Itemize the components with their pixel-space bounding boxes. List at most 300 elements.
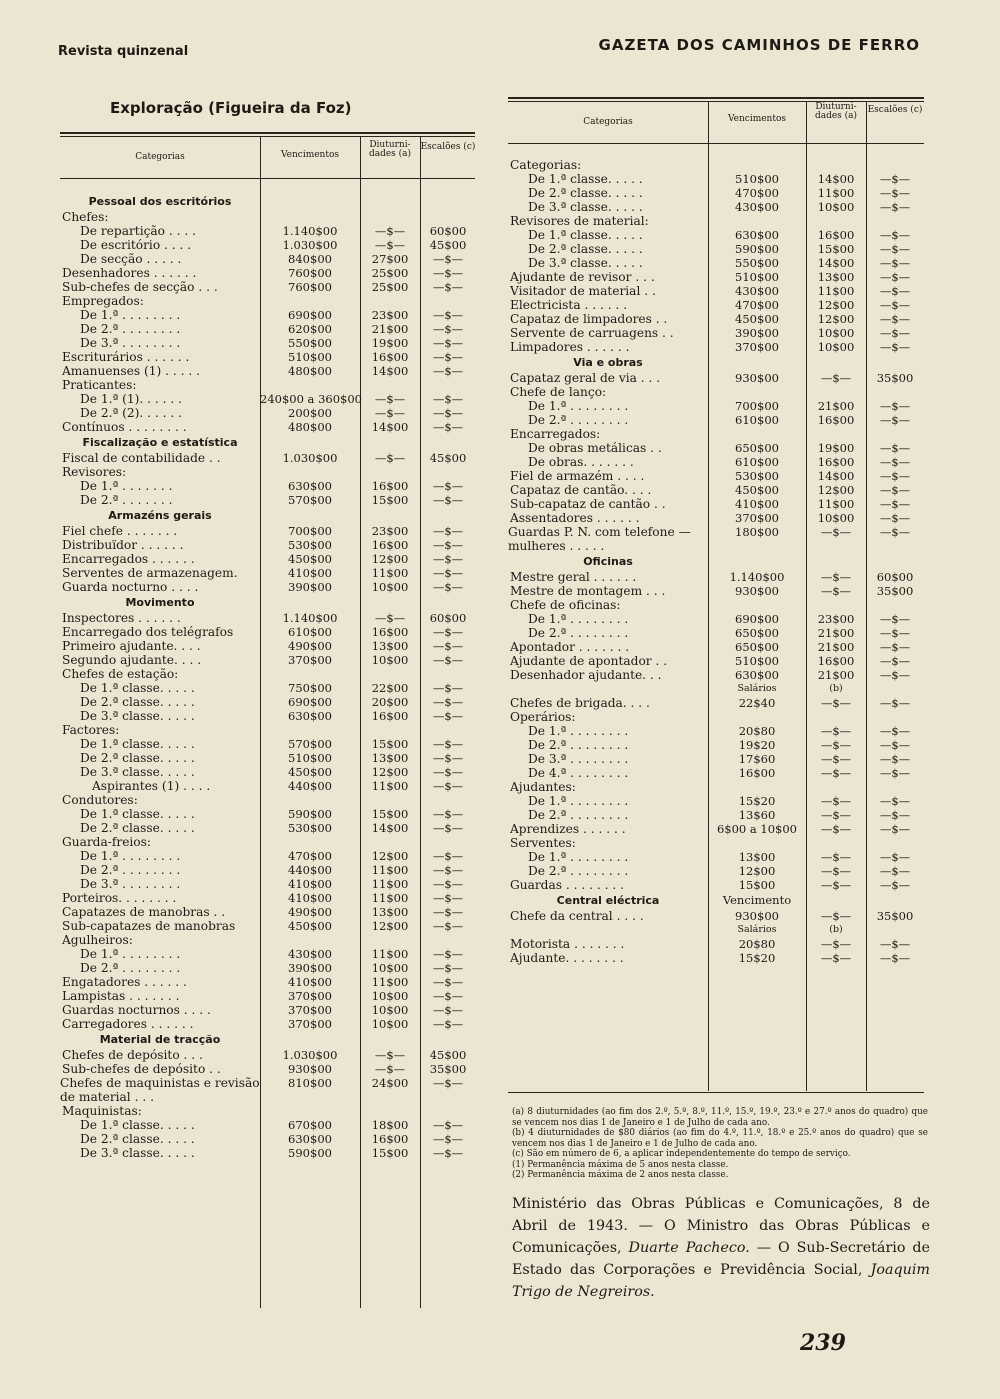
salary-cell: 20$80 xyxy=(738,937,776,951)
diuturnidade-cell: —$— xyxy=(820,878,852,892)
category-label: De 2.ª . . . . . . . . xyxy=(80,961,181,975)
category-label: Via e obras xyxy=(573,356,643,369)
section-heading-row xyxy=(508,354,924,371)
category-label: Encarregado dos telégrafos xyxy=(62,625,234,639)
category-label: De escritório . . . . xyxy=(80,238,192,252)
table-row xyxy=(60,695,475,709)
escalao-cell: —$— xyxy=(432,849,464,863)
escalao-cell: —$— xyxy=(879,312,911,326)
table-row xyxy=(508,909,924,923)
escalao-cell: —$— xyxy=(432,392,464,406)
salary-cell: 1.140$00 xyxy=(282,611,338,625)
category-label: Servente de carruagens . . xyxy=(510,326,674,340)
category-label: De 1.ª (1). . . . . . xyxy=(80,392,183,406)
category-label: De 2.ª . . . . . . . . xyxy=(528,808,629,822)
escalao-cell: —$— xyxy=(432,1017,464,1031)
table-row xyxy=(508,413,924,427)
salary-cell: 570$00 xyxy=(288,737,332,751)
footnote-a: (a) 8 diuturnidades (ao fim dos 2.º, 5.º, 8.º, 11.º, 15.º, 19.º, 23.º e 27.º anos do quadro) que se vencem nos dias 1 de Janeiro e 1 de Julho de cada ano. xyxy=(512,1107,928,1128)
escalao-cell: —$— xyxy=(879,626,911,640)
salary-cell: 470$00 xyxy=(288,849,332,863)
table-row xyxy=(508,822,924,836)
escalao-cell: —$— xyxy=(879,441,911,455)
category-label: Segundo ajudante. . . . xyxy=(62,653,202,667)
category-label: De 1.ª classe. . . . . xyxy=(80,807,195,821)
salary-cell: 510$00 xyxy=(288,350,332,364)
category-label: De 1.ª . . . . . . . . xyxy=(528,399,629,413)
table-row xyxy=(60,751,475,765)
category-label: De 2.ª classe. . . . . xyxy=(80,821,195,835)
diuturnidade-cell: 14$00 xyxy=(371,420,409,434)
salary-cell: 510$00 xyxy=(288,751,332,765)
table-row xyxy=(60,524,475,538)
category-label: Armazéns gerais xyxy=(108,509,212,522)
diuturnidade-cell: —$— xyxy=(374,238,406,252)
salary-cell: 510$00 xyxy=(735,172,779,186)
salary-cell: 390$00 xyxy=(735,326,779,340)
table-row xyxy=(508,483,924,497)
table-row xyxy=(60,1048,475,1062)
decree-signature-paragraph xyxy=(512,1193,930,1303)
escalao-cell: —$— xyxy=(879,469,911,483)
salary-cell: 530$00 xyxy=(735,469,779,483)
category-label: Movimento xyxy=(125,596,195,609)
escalao-cell: —$— xyxy=(879,878,911,892)
category-label: Distribuïdor . . . . . . xyxy=(62,538,184,552)
escalao-cell: —$— xyxy=(879,242,911,256)
escalao-cell: 45$00 xyxy=(429,1048,467,1062)
escalao-cell: —$— xyxy=(432,566,464,580)
salary-cell: 200$00 xyxy=(288,406,332,420)
table-row xyxy=(508,469,924,483)
category-label: Ajudante de revisor . . . xyxy=(510,270,655,284)
escalao-cell: —$— xyxy=(879,951,911,965)
diuturnidade-cell: 10$00 xyxy=(817,511,855,525)
escalao-cell: 45$00 xyxy=(429,238,467,252)
diuturnidade-cell: 10$00 xyxy=(817,326,855,340)
escalao-cell: —$— xyxy=(879,326,911,340)
table-row xyxy=(60,1062,475,1076)
salary-cell: 930$00 xyxy=(735,909,779,923)
table-row xyxy=(60,1003,475,1017)
table-row xyxy=(60,947,475,961)
salary-cell: 430$00 xyxy=(735,200,779,214)
category-label: De 1.ª . . . . . . . . xyxy=(80,308,181,322)
escalao-cell: —$— xyxy=(432,807,464,821)
escalao-cell: —$— xyxy=(879,937,911,951)
escalao-cell: —$— xyxy=(432,625,464,639)
diuturnidade-cell: 16$00 xyxy=(817,455,855,469)
table-row xyxy=(60,653,475,667)
table-row xyxy=(60,681,475,695)
salary-cell: 410$00 xyxy=(288,975,332,989)
salary-cell: 590$00 xyxy=(288,1146,332,1160)
table-row xyxy=(60,322,475,336)
salary-cell: 15$20 xyxy=(738,951,776,965)
escalao-cell: —$— xyxy=(879,228,911,242)
table-row xyxy=(60,294,475,308)
table-row xyxy=(508,256,924,270)
diuturnidade-cell: 16$00 xyxy=(371,1132,409,1146)
salary-cell: 670$00 xyxy=(288,1118,332,1132)
category-label: De 2.ª . . . . . . . xyxy=(80,493,173,507)
escalao-cell: —$— xyxy=(879,455,911,469)
category-label: Operários: xyxy=(510,710,576,724)
category-label: De 1.ª classe. . . . . xyxy=(528,172,643,186)
salary-cell: 390$00 xyxy=(288,961,332,975)
salary-cell: 550$00 xyxy=(735,256,779,270)
escalao-cell: —$— xyxy=(432,580,464,594)
diuturnidade-cell: —$— xyxy=(820,864,852,878)
category-label: Escriturários . . . . . . xyxy=(62,350,190,364)
journal-title: GAZETA DOS CAMINHOS DE FERRO xyxy=(598,36,920,54)
table-row xyxy=(60,765,475,779)
category-label: De 3.ª classe. . . . . xyxy=(80,765,195,779)
category-label: Guarda nocturno . . . . xyxy=(62,580,199,594)
salary-cell: 1.030$00 xyxy=(282,1048,338,1062)
salary-cell: 20$80 xyxy=(738,724,776,738)
category-label: Praticantes: xyxy=(62,378,137,392)
salary-cell: 610$00 xyxy=(288,625,332,639)
category-label: Desenhadores . . . . . . xyxy=(62,266,197,280)
escalao-cell: —$— xyxy=(432,364,464,378)
category-label: Porteiros. . . . . . . . xyxy=(62,891,177,905)
salary-cell: 530$00 xyxy=(288,538,332,552)
salary-cell: 570$00 xyxy=(288,493,332,507)
table-row xyxy=(60,933,475,947)
table-row xyxy=(60,350,475,364)
header-categorias-left: Categorias xyxy=(135,152,185,162)
table-row xyxy=(508,752,924,766)
salary-cell: 450$00 xyxy=(288,919,332,933)
table-row xyxy=(60,919,475,933)
diuturnidade-cell: 15$00 xyxy=(371,1146,409,1160)
escalao-cell: —$— xyxy=(879,612,911,626)
escalao-cell: —$— xyxy=(879,340,911,354)
salary-cell: 930$00 xyxy=(735,584,779,598)
table-row xyxy=(508,612,924,626)
table-row xyxy=(60,975,475,989)
category-label: Capataz de cantão. . . . xyxy=(510,483,652,497)
escalao-cell: —$— xyxy=(879,794,911,808)
escalao-cell: —$— xyxy=(432,639,464,653)
escalao-cell: —$— xyxy=(879,525,911,539)
escalao-cell: —$— xyxy=(432,779,464,793)
diuturnidade-cell: —$— xyxy=(820,738,852,752)
salary-cell: 450$00 xyxy=(735,483,779,497)
salary-cell: 430$00 xyxy=(288,947,332,961)
table-row xyxy=(508,682,924,696)
escalao-cell: —$— xyxy=(432,1118,464,1132)
category-label: De 1.ª . . . . . . . . xyxy=(528,612,629,626)
table-row xyxy=(60,989,475,1003)
diuturnidade-cell: 21$00 xyxy=(817,399,855,413)
salary-cell: 760$00 xyxy=(288,266,332,280)
escalao-cell: —$— xyxy=(879,822,911,836)
category-label: Factores: xyxy=(62,723,120,737)
table-row xyxy=(508,794,924,808)
section-heading-row xyxy=(508,553,924,570)
salary-cell: 480$00 xyxy=(288,420,332,434)
diuturnidade-cell: 27$00 xyxy=(371,252,409,266)
diuturnidade-cell: 16$00 xyxy=(371,479,409,493)
salary-cell: Salários xyxy=(737,924,777,935)
table-row xyxy=(508,710,924,724)
escalao-cell: —$— xyxy=(432,252,464,266)
table-row xyxy=(60,1146,475,1160)
category-label: Chefes de brigada. . . . xyxy=(510,696,650,710)
left-salary-table xyxy=(60,193,475,1160)
category-label: Aspirantes (1) . . . . xyxy=(92,779,211,793)
escalao-cell: —$— xyxy=(432,322,464,336)
table-row xyxy=(60,465,475,479)
table-row xyxy=(60,849,475,863)
salary-cell: 650$00 xyxy=(735,640,779,654)
salary-cell: 930$00 xyxy=(735,371,779,385)
table-row xyxy=(60,961,475,975)
escalao-cell: 60$00 xyxy=(876,570,914,584)
diuturnidade-cell: 21$00 xyxy=(817,626,855,640)
category-label: Agulheiros: xyxy=(62,933,133,947)
table-row xyxy=(60,364,475,378)
section-heading-row xyxy=(60,1031,475,1048)
diuturnidade-cell: 12$00 xyxy=(371,765,409,779)
diuturnidade-cell: 25$00 xyxy=(371,280,409,294)
salary-cell: 450$00 xyxy=(735,312,779,326)
category-label: Chefes de maquinistas e revisão de material . . . xyxy=(60,1076,260,1104)
category-label: De secção . . . . . xyxy=(80,252,182,266)
diuturnidade-cell: —$— xyxy=(374,451,406,465)
category-label: Guardas P. N. com telefone — mulheres . . . . . xyxy=(508,525,691,553)
salary-cell: 630$00 xyxy=(735,668,779,682)
category-label: Amanuenses (1) . . . . . xyxy=(62,364,200,378)
diuturnidade-cell: 16$00 xyxy=(371,538,409,552)
salary-cell: 410$00 xyxy=(735,497,779,511)
salary-cell: 630$00 xyxy=(288,1132,332,1146)
diuturnidade-cell: 21$00 xyxy=(817,640,855,654)
escalao-cell: —$— xyxy=(432,751,464,765)
footnote-c: (c) São em número de 6, a aplicar independentemente do tempo de serviço. xyxy=(512,1149,851,1159)
escalao-cell: —$— xyxy=(879,668,911,682)
table-row xyxy=(60,1118,475,1132)
escalao-cell: —$— xyxy=(432,695,464,709)
category-label: Sub-chefes de secção . . . xyxy=(62,280,218,294)
escalao-cell: —$— xyxy=(432,552,464,566)
diuturnidade-cell: 11$00 xyxy=(371,947,409,961)
escalao-cell: —$— xyxy=(432,406,464,420)
category-label: De 1.ª classe. . . . . xyxy=(80,737,195,751)
salary-cell: 690$00 xyxy=(735,612,779,626)
category-label: De 2.ª . . . . . . . . xyxy=(80,322,181,336)
diuturnidade-cell: —$— xyxy=(820,822,852,836)
category-label: Guardas nocturnos . . . . xyxy=(62,1003,211,1017)
category-label: De 2.ª classe. . . . . xyxy=(528,186,643,200)
section-heading-row xyxy=(60,507,475,524)
escalao-cell: —$— xyxy=(432,493,464,507)
escalao-cell: —$— xyxy=(879,738,911,752)
diuturnidade-cell: 15$00 xyxy=(371,807,409,821)
header-vencimentos-right: Vencimentos xyxy=(727,114,787,124)
escalao-cell: —$— xyxy=(432,891,464,905)
diuturnidade-cell: 16$00 xyxy=(817,413,855,427)
salary-cell: 450$00 xyxy=(288,765,332,779)
diuturnidade-cell: —$— xyxy=(820,752,852,766)
escalao-cell: —$— xyxy=(879,497,911,511)
escalao-cell: —$— xyxy=(432,538,464,552)
salary-cell: 450$00 xyxy=(288,552,332,566)
salary-cell: 480$00 xyxy=(288,364,332,378)
table-row xyxy=(60,493,475,507)
table-row xyxy=(60,336,475,350)
category-label: Maquinistas: xyxy=(62,1104,142,1118)
table-row xyxy=(508,525,924,553)
escalao-cell: —$— xyxy=(432,1146,464,1160)
table-row xyxy=(60,252,475,266)
escalao-cell: —$— xyxy=(432,877,464,891)
salary-cell: 1.140$00 xyxy=(282,224,338,238)
salary-cell: 440$00 xyxy=(288,863,332,877)
escalao-cell: —$— xyxy=(432,266,464,280)
category-label: De 1.ª . . . . . . . . xyxy=(80,947,181,961)
header-diuturnidades-left: Diuturni- dades (a) xyxy=(368,140,412,159)
section-heading-row xyxy=(508,892,924,909)
category-label: De 2.ª classe. . . . . xyxy=(80,695,195,709)
category-label: Fiel chefe . . . . . . . xyxy=(62,524,178,538)
table-row xyxy=(60,308,475,322)
escalao-cell: —$— xyxy=(879,413,911,427)
category-label: Pessoal dos escritórios xyxy=(88,195,232,208)
diuturnidade-cell: 20$00 xyxy=(371,695,409,709)
diuturnidade-cell: 16$00 xyxy=(371,350,409,364)
table-row xyxy=(508,326,924,340)
table-row xyxy=(60,1017,475,1031)
category-label: De 2.ª classe. . . . . xyxy=(80,1132,195,1146)
category-label: De 1.ª classe. . . . . xyxy=(528,228,643,242)
table-row xyxy=(60,479,475,493)
escalao-cell: —$— xyxy=(879,186,911,200)
escalao-cell: —$— xyxy=(879,200,911,214)
escalao-cell: —$— xyxy=(432,681,464,695)
salary-cell: 240$00 a 360$00 xyxy=(260,392,362,406)
category-label: Condutores: xyxy=(62,793,138,807)
table-row xyxy=(60,625,475,639)
right-salary-table xyxy=(508,158,924,965)
table-row xyxy=(60,378,475,392)
table-row xyxy=(508,441,924,455)
diuturnidade-cell: 11$00 xyxy=(371,863,409,877)
table-row xyxy=(508,186,924,200)
escalao-cell: —$— xyxy=(432,1076,464,1090)
table-row xyxy=(508,878,924,892)
diuturnidade-cell: 11$00 xyxy=(371,877,409,891)
diuturnidade-cell: 23$00 xyxy=(817,612,855,626)
escalao-cell: 60$00 xyxy=(429,611,467,625)
table-row xyxy=(508,455,924,469)
category-label: De 1.ª classe. . . . . xyxy=(80,681,195,695)
category-label: Primeiro ajudante. . . . xyxy=(62,639,201,653)
category-label: Lampistas . . . . . . . xyxy=(62,989,180,1003)
diuturnidade-cell: 25$00 xyxy=(371,266,409,280)
diuturnidade-cell: 10$00 xyxy=(371,989,409,1003)
escalao-cell: 60$00 xyxy=(429,224,467,238)
table-row xyxy=(60,863,475,877)
table-row xyxy=(60,580,475,594)
category-label: Encarregados . . . . . . xyxy=(62,552,195,566)
category-label: De 2.ª . . . . . . . . xyxy=(80,863,181,877)
category-label: Fiscal de contabilidade . . xyxy=(62,451,221,465)
table-row xyxy=(60,1104,475,1118)
escalao-cell: —$— xyxy=(432,420,464,434)
escalao-cell: —$— xyxy=(879,256,911,270)
decree-text-2: — O Sub-Secretário de Estado das Corporações e Previdência Social, xyxy=(512,1240,931,1278)
salary-cell: 440$00 xyxy=(288,779,332,793)
table-row xyxy=(60,737,475,751)
escalao-cell: —$— xyxy=(879,864,911,878)
diuturnidade-cell: 15$00 xyxy=(817,242,855,256)
category-label: Capatazes de manobras . . xyxy=(62,905,226,919)
category-label: Sub-capataz de cantão . . xyxy=(510,497,666,511)
salary-cell: 16$00 xyxy=(738,766,776,780)
table-row xyxy=(60,821,475,835)
diuturnidade-cell: 10$00 xyxy=(371,961,409,975)
salary-cell: 410$00 xyxy=(288,566,332,580)
table-row xyxy=(508,385,924,399)
table-row xyxy=(60,793,475,807)
category-label: De 3.ª classe. . . . . xyxy=(80,1146,195,1160)
escalao-cell: 35$00 xyxy=(876,584,914,598)
escalao-cell: —$— xyxy=(879,654,911,668)
diuturnidade-cell: 14$00 xyxy=(817,256,855,270)
table-row xyxy=(508,738,924,752)
salary-cell: 550$00 xyxy=(288,336,332,350)
table-row xyxy=(508,214,924,228)
diuturnidade-cell: 12$00 xyxy=(371,552,409,566)
diuturnidade-cell: —$— xyxy=(820,371,852,385)
page-number: 239 xyxy=(800,1330,846,1356)
escalao-cell: —$— xyxy=(432,308,464,322)
escalao-cell: —$— xyxy=(879,298,911,312)
salary-cell: 370$00 xyxy=(288,653,332,667)
diuturnidade-cell: —$— xyxy=(374,392,406,406)
header-vencimentos-left: Vencimentos xyxy=(280,150,340,160)
diuturnidade-cell: —$— xyxy=(374,1048,406,1062)
diuturnidade-cell: 16$00 xyxy=(817,228,855,242)
table-row xyxy=(508,766,924,780)
diuturnidade-cell: 10$00 xyxy=(371,1003,409,1017)
diuturnidade-cell: 13$00 xyxy=(371,905,409,919)
escalao-cell: —$— xyxy=(432,336,464,350)
minister-name: Duarte Pacheco. xyxy=(628,1240,750,1256)
category-label: De 3.ª . . . . . . . . xyxy=(528,752,629,766)
diuturnidade-cell: —$— xyxy=(820,724,852,738)
table-row xyxy=(508,654,924,668)
category-label: Apontador . . . . . . . xyxy=(510,640,630,654)
diuturnidade-cell: —$— xyxy=(820,570,852,584)
diuturnidade-cell: 12$00 xyxy=(371,849,409,863)
diuturnidade-cell: 11$00 xyxy=(371,891,409,905)
table-row xyxy=(508,584,924,598)
diuturnidade-cell: 12$00 xyxy=(817,312,855,326)
section-heading-row xyxy=(60,193,475,210)
salary-cell: 590$00 xyxy=(735,242,779,256)
salary-cell: 370$00 xyxy=(735,340,779,354)
salary-cell: 760$00 xyxy=(288,280,332,294)
table-row xyxy=(508,780,924,794)
salary-cell: 180$00 xyxy=(735,525,779,539)
diuturnidade-cell: 13$00 xyxy=(371,751,409,765)
table-row xyxy=(508,497,924,511)
escalao-cell: —$— xyxy=(432,524,464,538)
